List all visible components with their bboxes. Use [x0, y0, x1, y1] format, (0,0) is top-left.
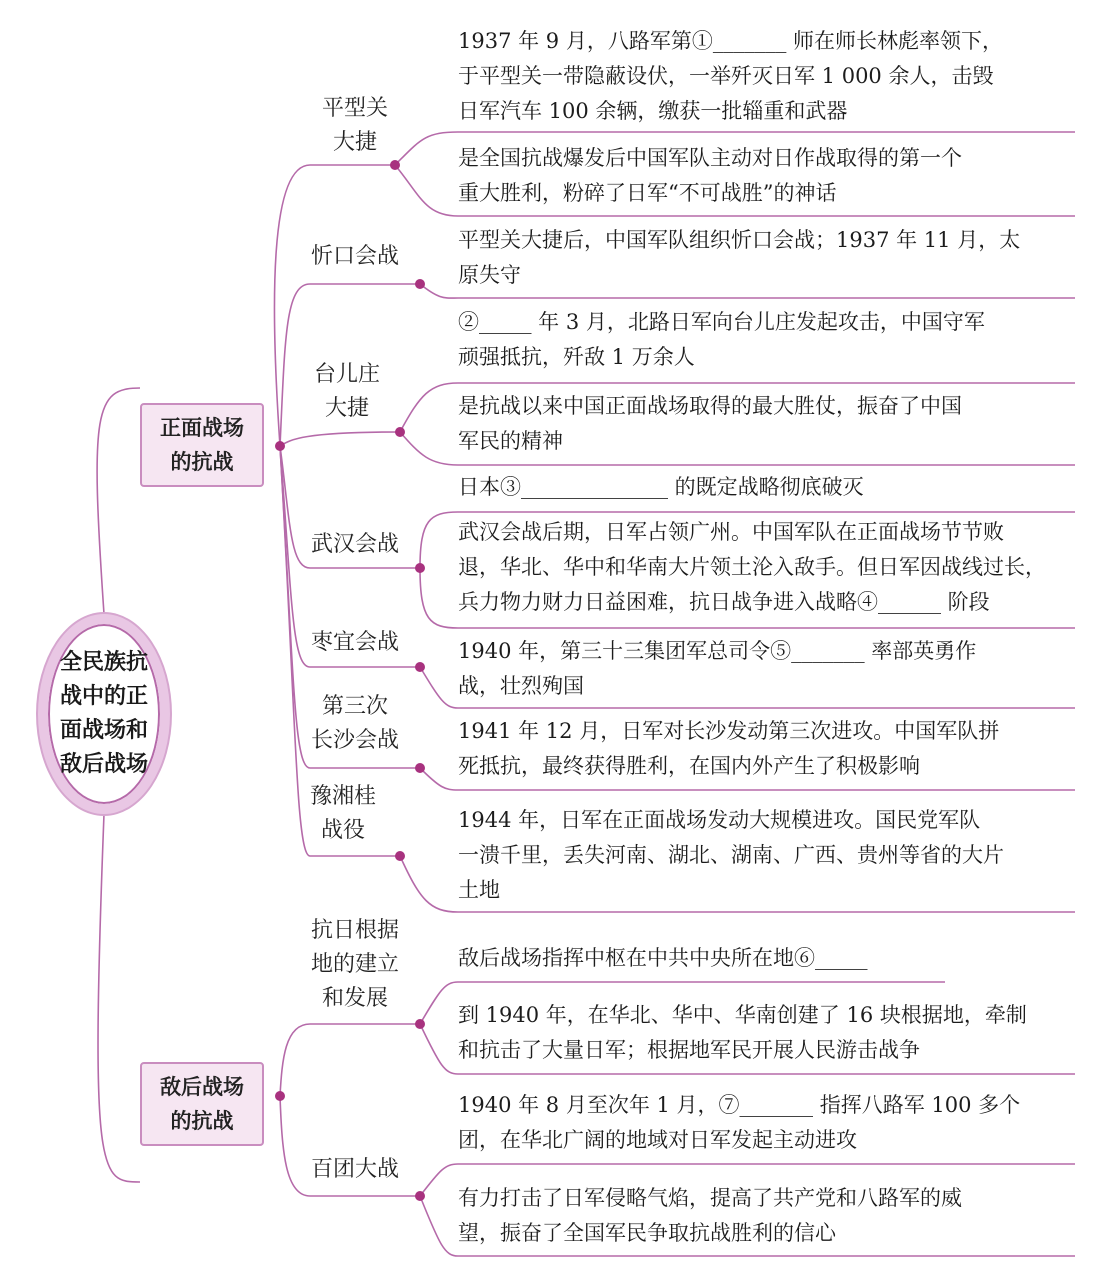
text-block — [458, 998, 1070, 1068]
text-line: 战，壮烈殉国 — [458, 674, 584, 698]
topic-line: 抗日根据 — [310, 918, 399, 943]
topic-line: 武汉会战 — [310, 532, 399, 557]
topic-yuxianggui — [288, 780, 398, 848]
text-block — [458, 634, 1070, 704]
text-line: 军民的精神 — [458, 429, 563, 453]
text-line: 退，华北、华中和华南大片领土沦入敌手。但日军因战线过长， — [458, 555, 1046, 579]
text-line: 武汉会战后期，日军占领广州。中国军队在正面战场节节败 — [458, 520, 1004, 544]
text-block — [458, 714, 1070, 784]
text-line: 兵力物力财力日益困难，抗日战争进入战略④______ 阶段 — [458, 590, 990, 614]
topic-zaoyi — [300, 626, 410, 660]
text-block — [458, 141, 1070, 211]
topic-line: 大捷 — [332, 130, 377, 155]
branch-line: 正面战场 — [160, 416, 244, 440]
text-line: 平型关大捷后，中国军队组织忻口会战；1937 年 11 月，太 — [458, 228, 1021, 252]
topic-line: 台儿庄 — [313, 362, 380, 387]
topic-base-areas — [300, 914, 410, 1016]
text-line: 土地 — [458, 878, 500, 902]
topic-line: 枣宜会战 — [310, 630, 399, 655]
text-block — [458, 24, 1070, 129]
root-node — [38, 614, 170, 814]
text-line: 是全国抗战爆发后中国军队主动对日作战取得的第一个 — [458, 146, 962, 170]
text-line: 于平型关一带隐蔽设伏，一举歼灭日军 1 000 余人，击毁 — [458, 64, 994, 88]
topic-line: 和发展 — [321, 986, 388, 1011]
text-line: 是抗战以来中国正面战场取得的最大胜仗，振奋了中国 — [458, 394, 962, 418]
text-line: 1941 年 12 月，日军对长沙发动第三次进攻。中国军队拼 — [458, 719, 1000, 743]
text-line: 日本③______________ 的既定战略彻底破灭 — [458, 475, 864, 499]
topic-changsha — [300, 690, 410, 758]
text-line: 望，振奋了全国军民争取抗战胜利的信心 — [458, 1221, 836, 1245]
text-block — [458, 305, 1070, 375]
text-line: 到 1940 年，在华北、华中、华南创建了 16 块根据地，牵制 — [458, 1003, 1027, 1027]
text-block — [458, 1181, 1070, 1251]
text-block — [458, 941, 1070, 976]
text-block — [458, 803, 1070, 908]
text-line: 1937 年 9 月，八路军第①_______ 师在师长林彪率领下， — [458, 29, 1004, 53]
topic-line: 大捷 — [324, 396, 369, 421]
text-line: 1940 年 8 月至次年 1 月，⑦_______ 指挥八路军 100 多个 — [458, 1093, 1021, 1117]
branch-line: 的抗战 — [170, 1109, 234, 1133]
root-line: 战中的正 — [59, 684, 148, 709]
text-line: ②_____ 年 3 月，北路日军向台儿庄发起攻击，中国守军 — [458, 310, 985, 334]
topic-hundred-regiments — [300, 1153, 410, 1187]
text-block — [458, 1088, 1070, 1158]
text-line: 原失守 — [458, 263, 521, 287]
text-line: 一溃千里，丢失河南、湖北、湖南、广西、贵州等省的大片 — [458, 843, 1004, 867]
root-line: 全民族抗 — [59, 650, 148, 675]
text-block — [458, 389, 1070, 459]
topic-line: 地的建立 — [310, 952, 399, 977]
text-block — [458, 223, 1070, 293]
text-line: 顽强抵抗，歼敌 1 万余人 — [458, 345, 695, 369]
text-line: 和抗击了大量日军；根据地军民开展人民游击战争 — [458, 1038, 920, 1062]
text-line: 重大胜利，粉碎了日军“不可战胜”的神话 — [458, 181, 837, 205]
text-line: 敌后战场指挥中枢在中共中央所在地⑥_____ — [458, 946, 868, 970]
branch-node-frontal — [140, 403, 264, 487]
topic-xinkou — [300, 240, 410, 274]
text-line: 1940 年，第三十三集团军总司令⑤_______ 率部英勇作 — [458, 639, 977, 663]
text-line: 有力打击了日军侵略气焰，提高了共产党和八路军的威 — [458, 1186, 962, 1210]
text-line: 日军汽车 100 余辆，缴获一批辎重和武器 — [458, 99, 848, 123]
topic-line: 长沙会战 — [310, 728, 399, 753]
topic-line: 忻口会战 — [310, 244, 399, 269]
topic-line: 豫湘桂 — [309, 784, 376, 809]
text-line: 死抵抗，最终获得胜利，在国内外产生了积极影响 — [458, 754, 920, 778]
topic-taierzhuang — [292, 358, 402, 426]
branch-node-rear — [140, 1062, 264, 1146]
branch-line: 敌后战场 — [160, 1075, 244, 1099]
text-line: 团，在华北广阔的地域对日军发起主动进攻 — [458, 1128, 857, 1152]
topic-pingxingguan — [300, 92, 410, 160]
topic-wuhan — [300, 528, 410, 562]
text-line: 1944 年，日军在正面战场发动大规模进攻。国民党军队 — [458, 808, 981, 832]
text-block — [458, 515, 1070, 620]
root-line: 敌后战场 — [59, 752, 148, 777]
root-line: 面战场和 — [59, 718, 148, 743]
text-block — [458, 470, 1070, 505]
branch-line: 的抗战 — [170, 450, 234, 474]
topic-line: 第三次 — [321, 694, 388, 719]
topic-line: 战役 — [320, 818, 365, 843]
topic-line: 百团大战 — [310, 1157, 399, 1182]
topic-line: 平型关 — [321, 96, 388, 121]
